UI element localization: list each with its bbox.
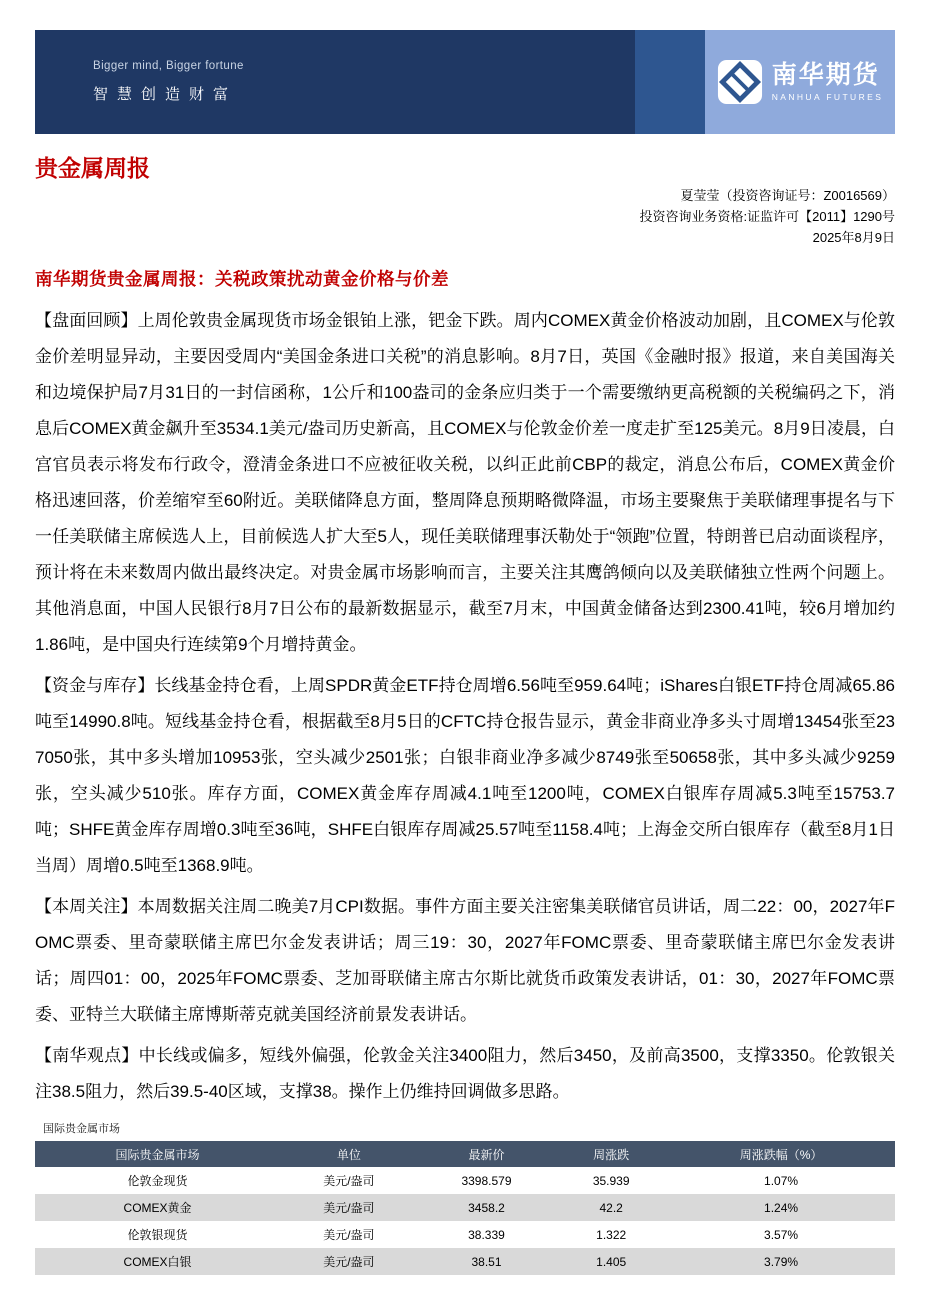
table-row bbox=[35, 1194, 895, 1221]
table-row bbox=[35, 1167, 895, 1194]
header-weekly-change: 周涨跌 bbox=[555, 1141, 667, 1167]
banner-logo-block bbox=[705, 30, 895, 134]
cell-weekly-change: 42.2 bbox=[599, 1200, 623, 1215]
cell-weekly-change: 1.405 bbox=[596, 1254, 627, 1269]
report-body bbox=[35, 303, 895, 1110]
cell-unit: 美元/盎司 bbox=[323, 1228, 375, 1242]
header-weekly-change-pct: 周涨跌幅（%） bbox=[667, 1141, 895, 1167]
paragraph-funds-inventory: 【资金与库存】长线基金持仓看，上周SPDR黄金ETF持仓周增6.56吨至959.64吨；iShares白银ETF持仓周减65.86吨至14990.8吨。短线基金持仓看，根据截至8月5日的CFTC持仓报告显示，黄金非商业净多头寸周增13454张至237050张，其中多头增加10953张，空头减少2501张；白银非商业净多减少8749张至50658张，其中多头减少9259张，空头减少510张。库存方面，COMEX黄金库存周减4.1吨至1200吨，COMEX白银库存周减5.3吨至15753.7吨；SHFE黄金库存周增0.3吨至36吨，SHFE白银库存周减25.57吨至1158.4吨；上海金交所白银库存（截至8月1日当周）周增0.5吨至1368.9吨。 bbox=[35, 676, 895, 875]
analyst-line: 夏莹莹（投资咨询证号：Z0016569） bbox=[680, 188, 895, 203]
header-market: 国际贵金属市场 bbox=[35, 1141, 280, 1167]
slogan-chinese: 智慧创造财富 bbox=[93, 86, 238, 103]
cell-market: COMEX白银 bbox=[123, 1255, 192, 1269]
international-precious-metals-table bbox=[35, 1141, 895, 1275]
nanhua-logo-text bbox=[772, 62, 884, 103]
cell-latest-price: 3458.2 bbox=[468, 1200, 505, 1215]
cell-market: 伦敦银现货 bbox=[127, 1228, 188, 1242]
banner-divider-block bbox=[635, 30, 705, 134]
cell-weekly-change: 1.322 bbox=[596, 1227, 627, 1242]
cell-market: 伦敦金现货 bbox=[127, 1174, 188, 1188]
cell-weekly-change-pct: 1.24% bbox=[764, 1200, 799, 1215]
paragraph-nanhua-view: 【南华观点】中长线或偏多，短线外偏强，伦敦金关注3400阻力，然后3450，及前高3500，支撑3350。伦敦银关注38.5阻力，然后39.5-40区域，支撑38。操作上仍维持回调做多思路。 bbox=[35, 1046, 895, 1101]
table-row bbox=[35, 1248, 895, 1275]
report-date: 2025年8月9日 bbox=[812, 230, 895, 245]
cell-weekly-change: 35.939 bbox=[592, 1173, 630, 1188]
logo-name-english: NANHUA FUTURES bbox=[771, 92, 884, 103]
header-unit: 单位 bbox=[280, 1141, 418, 1167]
cell-weekly-change-pct: 1.07% bbox=[764, 1173, 799, 1188]
table-row bbox=[35, 1221, 895, 1248]
section-headline: 南华期货贵金属周报：关税政策扰动黄金价格与价差 bbox=[35, 269, 449, 289]
slogan-english: Bigger mind, Bigger fortune bbox=[93, 60, 244, 72]
header-latest-price: 最新价 bbox=[418, 1141, 556, 1167]
table-caption: 国际贵金属市场 bbox=[43, 1123, 120, 1135]
table-header-row bbox=[35, 1141, 895, 1167]
cell-unit: 美元/盎司 bbox=[323, 1201, 375, 1215]
cell-unit: 美元/盎司 bbox=[323, 1174, 375, 1188]
cell-unit: 美元/盎司 bbox=[323, 1255, 375, 1269]
logo-name-chinese: 南华期货 bbox=[771, 60, 880, 89]
report-meta bbox=[35, 185, 895, 248]
paragraph-week-focus: 【本周关注】本周数据关注周二晚美7月CPI数据。事件方面主要关注密集美联储官员讲话，周二22：00，2027年FOMC票委、里奇蒙联储主席巴尔金发表讲话；周三19：30，2027年FOMC票委、里奇蒙联储主席巴尔金发表讲话；周四01：00，2025年FOMC票委、芝加哥联储主席古尔斯比就货币政策发表讲话，01：30，2027年FOMC票委、亚特兰大联储主席博斯蒂克就美国经济前景发表讲话。 bbox=[35, 897, 895, 1024]
report-title: 贵金属周报 bbox=[35, 155, 150, 181]
cell-latest-price: 38.51 bbox=[471, 1254, 502, 1269]
cell-weekly-change-pct: 3.57% bbox=[764, 1227, 799, 1242]
paragraph-market-review: 【盘面回顾】上周伦敦贵金属现货市场金银铂上涨，钯金下跌。周内COMEX黄金价格波动加剧，且COMEX与伦敦金价差明显异动，主要因受周内“美国金条进口关税”的消息影响。8月7日，英国《金融时报》报道，来自美国海关和边境保护局7月31日的一封信函称，1公斤和100盎司的金条应归类于一个需要缴纳更高税额的关税编码之下，消息后COMEX黄金飙升至3534.1美元/盎司历史新高，且COMEX与伦敦金价差一度走扩至125美元。8月9日凌晨，白宫官员表示将发布行政令，澄清金条进口不应被征收关税，以纠正此前CBP的裁定，消息公布后，COMEX黄金价格迅速回落，价差缩窄至60附近。美联储降息方面，整周降息预期略微降温，市场主要聚焦于美联储理事提名与下一任美联储主席候选人上，目前候选人扩大至5人，现任美联储理事沃勒处于“领跑”位置，特朗普已启动面谈程序，预计将在未来数周内做出最终决定。对贵金属市场影响而言，主要关注其鹰鸽倾向以及美联储独立性两个问题上。其他消息面，中国人民银行8月7日公布的最新数据显示，截至7月末，中国黄金储备达到2300.41吨，较6月增加约1.86吨，是中国央行连续第9个月增持黄金。 bbox=[35, 311, 895, 654]
qualification-line: 投资咨询业务资格:证监许可【2011】1290号 bbox=[639, 209, 895, 224]
cell-market: COMEX黄金 bbox=[123, 1201, 192, 1215]
cell-weekly-change-pct: 3.79% bbox=[764, 1254, 799, 1269]
header-banner bbox=[35, 30, 895, 134]
cell-latest-price: 38.339 bbox=[468, 1227, 505, 1242]
cell-latest-price: 3398.579 bbox=[461, 1173, 512, 1188]
nanhua-diamond-logo-icon bbox=[717, 59, 763, 105]
banner-slogan-block bbox=[35, 30, 635, 134]
